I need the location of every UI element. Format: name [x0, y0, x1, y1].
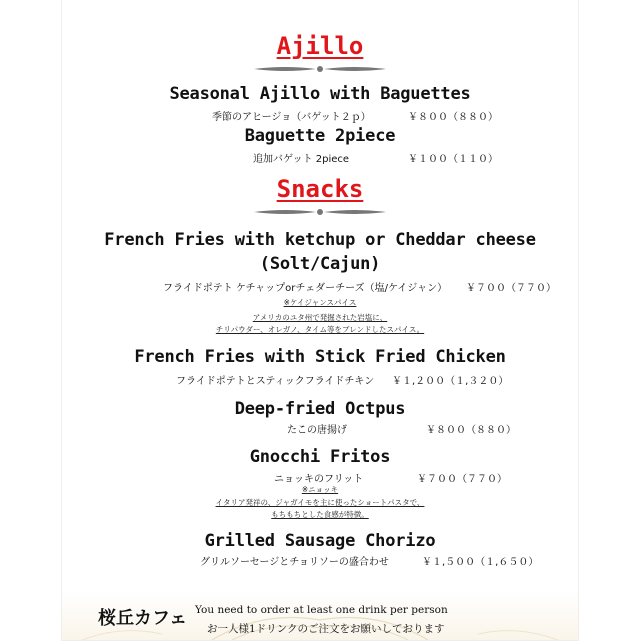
item-price-seasonal-ajillo: ￥８００（８８０）	[408, 112, 498, 123]
item-jp-octpus: たこの唐揚げ	[287, 425, 347, 436]
section-title-ajillo: Ajillo	[276, 32, 364, 60]
item-name-french-fries-line2: (Solt/Cajun)	[259, 254, 381, 274]
note-line-cajun-2: チリパウダー、オレガノ、タイム等をブレンドしたスパイス。	[215, 325, 425, 334]
item-price-octpus: ￥８００（８８０）	[426, 425, 516, 436]
note-title-cajun: ※ケイジャンスパイス	[283, 298, 357, 307]
cafe-logo: 桜丘カフェ	[98, 608, 188, 629]
item-name-french-fries: French Fries with ketchup or Cheddar cheese	[104, 230, 536, 250]
note-line-cajun-1: アメリカのユタ州で発掘された岩塩に、	[252, 313, 388, 322]
note-title-gnocchi: ※ニョッキ	[301, 485, 339, 494]
item-name-seasonal-ajillo: Seasonal Ajillo with Baguettes	[169, 84, 471, 104]
item-name-baguette: Baguette 2piece	[244, 126, 396, 146]
item-jp-french-fries: フライドポテト ケチャップorチェダーチーズ（塩/ケイジャン）	[163, 283, 448, 294]
item-name-sausage: Grilled Sausage Chorizo	[204, 531, 436, 551]
item-price-fries-chicken: ￥１,２００（１,３２０）	[392, 376, 509, 387]
item-name-gnocchi: Gnocchi Fritos	[249, 447, 391, 467]
ornament-divider-icon	[250, 205, 390, 219]
item-name-octpus: Deep-fried Octpus	[234, 399, 406, 419]
item-jp-baguette: 追加バゲット 2piece	[253, 154, 350, 165]
ornament-divider-icon	[250, 62, 390, 76]
item-name-fries-chicken: French Fries with Stick Fried Chicken	[134, 347, 506, 367]
item-jp-gnocchi: ニョッキのフリット	[274, 474, 364, 485]
item-price-gnocchi: ￥７００（７７０）	[417, 474, 507, 485]
item-jp-seasonal-ajillo: 季節のアヒージョ（バゲット２ｐ）	[212, 112, 371, 123]
item-price-baguette: ￥１００（１１０）	[408, 154, 498, 165]
footer-note-en: You need to order at least one drink per person	[195, 604, 448, 616]
item-price-french-fries: ￥７００（７７０）	[466, 283, 556, 294]
section-title-snacks: Snacks	[276, 175, 364, 203]
item-price-sausage: ￥１,５００（１,６５０）	[422, 557, 539, 568]
note-line-gnocchi-2: もちもちとした食感が特徴。	[271, 510, 369, 519]
item-jp-sausage: グリルソーセージとチョリソーの盛合わせ	[200, 557, 389, 568]
note-line-gnocchi-1: イタリア発祥の、ジャガイモを主に使ったショートパスタで、	[215, 498, 425, 507]
footer-note-jp: お一人様1ドリンクのご注文をお願いしております	[207, 623, 445, 635]
item-jp-fries-chicken: フライドポテトとスティックフライドチキン	[176, 376, 375, 387]
